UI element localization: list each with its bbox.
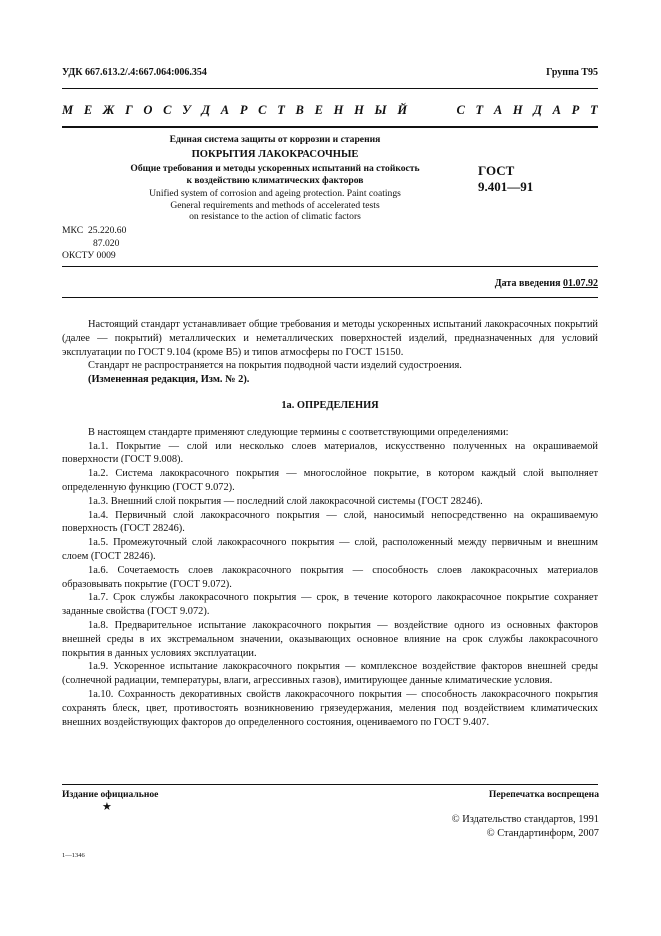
banner-letter: А	[552, 103, 561, 117]
banner-letter: Д	[201, 103, 211, 117]
classification-rule	[62, 266, 598, 267]
classification-block	[62, 225, 126, 263]
title-en-line2: General requirements and methods of accelerated tests	[170, 199, 380, 211]
banner-letter: А	[493, 103, 503, 117]
star-icon: ★	[102, 801, 112, 813]
title-block	[100, 134, 450, 223]
header-rule-top	[62, 88, 598, 89]
okstu-code: ОКСТУ 0009	[62, 250, 116, 261]
official-edition: Издание официальное	[62, 789, 159, 800]
banner-letter: Н	[512, 103, 523, 117]
mks-label: МКС	[62, 225, 84, 236]
amendment-note: (Измененная редакция, Изм. № 2).	[88, 374, 250, 386]
intro-paragraph-1: Настоящий стандарт устанавливает общие требования и методы ускоренных испытаний лакокрасочных покрытий (далее — покрытий) металлических и неметаллических поверхностей изделий, предназначенных для условий эксплуатации по ГОСТ 9.104 (кроме В5) и типов атмосферы по ГОСТ 15150.	[62, 319, 598, 358]
intro-date-label: Дата введения	[494, 278, 561, 289]
banner-letter: Н	[333, 103, 344, 117]
definition-1: 1а.1. Покрытие — слой или несколько слоев материалов, искусственно полученных на окрашиваемой поверхности (ГОСТ 9.008).	[62, 440, 598, 466]
publisher-block	[452, 813, 599, 841]
banner-letter: В	[295, 103, 304, 117]
gost-label: ГОСТ	[478, 163, 515, 178]
banner-letter: Г	[125, 103, 133, 117]
banner-letter: Е	[83, 103, 93, 117]
banner-letter: Ы	[374, 103, 387, 117]
date-rule	[62, 297, 598, 298]
gost-code: 9.401—91	[478, 179, 534, 194]
gost-number	[478, 163, 558, 195]
group-code: Группа Т95	[546, 67, 598, 78]
intro-date-value: 01.07.92	[563, 278, 598, 289]
title-sub-line2: к воздействию климатических факторов	[186, 174, 364, 186]
banner-letter: Д	[533, 103, 542, 117]
banner-gap	[418, 103, 446, 118]
definition-6: 1а.6. Сочетаемость слоев лакокрасочного покрытия — способность слоев лакокрасочных материалов образовывать покрытие (ГОСТ 9.072).	[62, 564, 598, 590]
publisher-1: © Издательство стандартов, 1991	[451, 814, 599, 825]
banner-letter: Ж	[102, 103, 115, 117]
header-rule-bottom	[62, 126, 598, 128]
definition-3: 1а.3. Внешний слой покрытия — последний слой лакокрасочной системы (ГОСТ 28246).	[88, 495, 483, 507]
banner-letter: С	[456, 103, 465, 117]
standard-banner	[62, 103, 598, 118]
reprint-prohibited: Перепечатка воспрещена	[488, 789, 599, 800]
banner-letter: Т	[475, 103, 484, 117]
banner-letter: Р	[571, 103, 580, 117]
banner-letter: С	[163, 103, 172, 117]
definition-8: 1а.8. Предварительное испытание лакокрасочного покрытия — воздействие одного из основных факторов внешней среды в их экстремальном значении, оказывающих основное влияние на срок службы лакокрасочного покрытия в данных условиях эксплуатации.	[62, 619, 598, 659]
title-sub-line1: Общие требования и методы ускоренных испытаний на стойкость	[130, 163, 420, 174]
banner-letter: О	[143, 103, 153, 117]
banner-letter: Й	[397, 103, 408, 117]
mks-value-2: 87.020	[93, 237, 120, 249]
publisher-2: © Стандартинформ, 2007	[486, 828, 599, 839]
definition-7: 1а.7. Срок службы лакокрасочного покрытия — срок, в течение которого лакокрасочное покрытие сохраняет заданные свойства (ГОСТ 9.072).	[62, 592, 598, 618]
definition-10: 1а.10. Сохранность декоративных свойств лакокрасочного покрытия — способность лакокрасочного покрытия сохранять блеск, цвет, противостоять возникновению грязеудержания, меления под воздействием климатических внешних воздействующих факторов до определенного состояния, оцениваемого по ГОСТ 9.407.	[62, 688, 598, 728]
mks-value-1: 25.220.60	[88, 225, 127, 236]
banner-letter: С	[258, 103, 267, 117]
definition-4: 1а.4. Первичный слой лакокрасочного покрытия — слой, наносимый непосредственно на окрашиваемую поверхность (ГОСТ 28246).	[62, 509, 598, 535]
banner-letter: Е	[314, 103, 323, 117]
title-en-line3: on resistance to the action of climatic factors	[189, 211, 361, 222]
intro-paragraph-2: Стандарт не распространяется на покрытия подводной части изделий судостроения.	[88, 360, 462, 372]
udk-code: УДК 667.613.2/.4:667.064:006.354	[62, 67, 207, 78]
definitions-intro: В настоящем стандарте применяют следующие термины с соответствующими определениями:	[88, 426, 509, 438]
definition-2: 1а.2. Система лакокрасочного покрытия — многослойное покрытие, в котором каждый слой выполняет определенную функцию (ГОСТ 9.072).	[62, 468, 598, 493]
title-system: Единая система защиты от коррозии и старения	[169, 134, 381, 145]
banner-letter: А	[220, 103, 230, 117]
banner-letter: Т	[277, 103, 285, 117]
section-title: 1а. ОПРЕДЕЛЕНИЯ	[281, 399, 379, 411]
banner-letter: Н	[354, 103, 364, 117]
banner-letter: Р	[239, 103, 248, 117]
title-en-line1: Unified system of corrosion and ageing protection. Paint coatings	[149, 188, 401, 199]
print-code: 1—1346	[62, 852, 85, 859]
definition-5: 1а.5. Промежуточный слой лакокрасочного покрытия — слой, расположенный между первичным и внешним слоем (ГОСТ 28246).	[62, 537, 598, 562]
title-main: ПОКРЫТИЯ ЛАКОКРАСОЧНЫЕ	[191, 148, 359, 160]
banner-letter: М	[62, 103, 74, 117]
banner-letter: У	[182, 103, 191, 117]
definition-9: 1а.9. Ускоренное испытание лакокрасочного покрытия — комплексное воздействие факторов внешней среды (солнечной радиации, температуры, влаги, агрессивных газов), имитирующее данные климатические условия.	[62, 661, 598, 687]
body-text	[62, 318, 598, 729]
footer-rule	[62, 784, 598, 785]
intro-date	[495, 278, 598, 289]
banner-letter: Т	[590, 103, 598, 117]
